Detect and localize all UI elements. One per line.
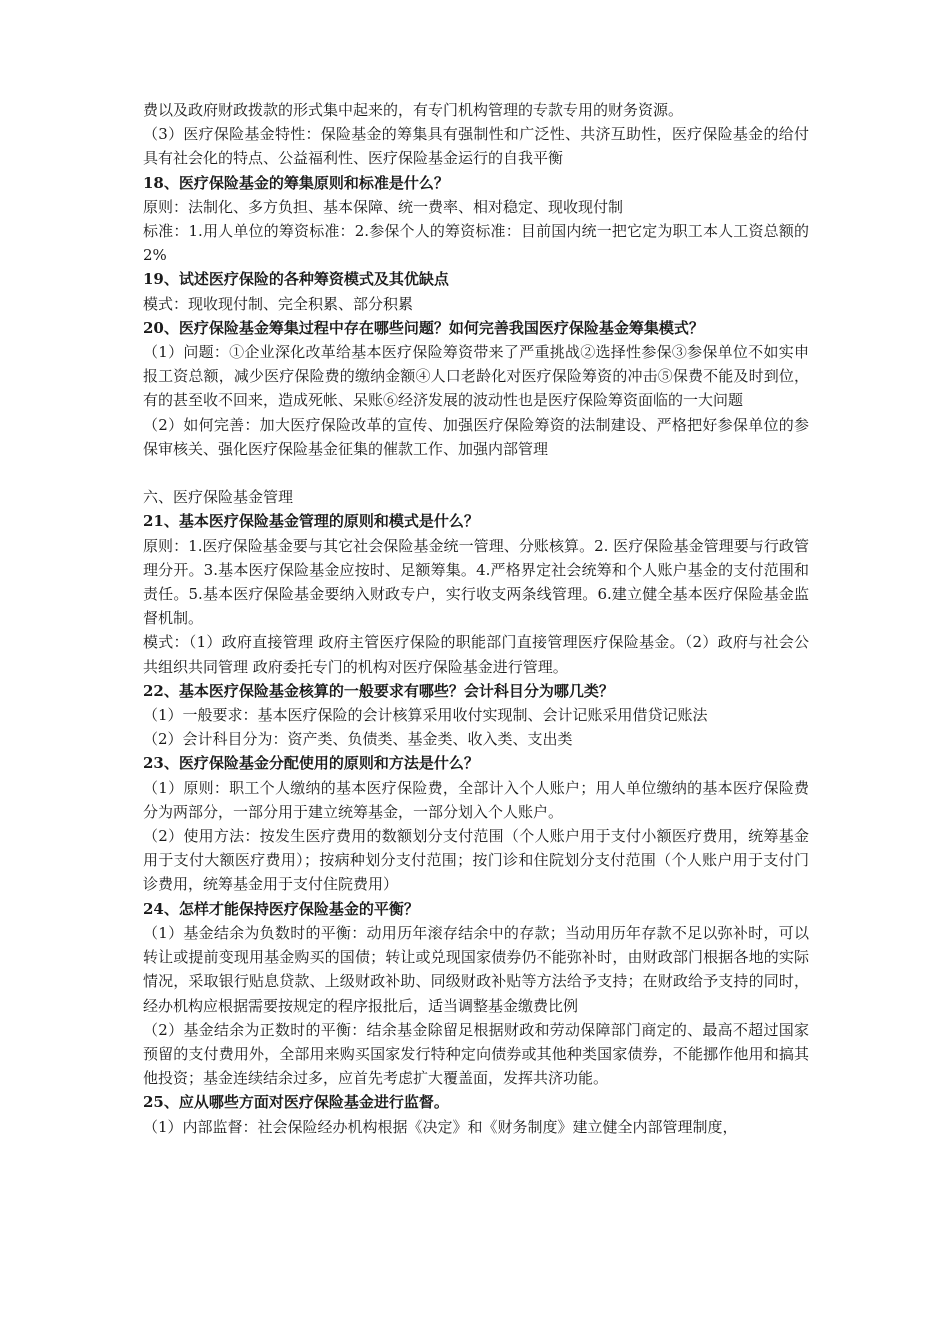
body-paragraph: （2）基金结余为正数时的平衡：结余基金除留足根据财政和劳动保障部门商定的、最高不超过国家预留的支付费用外，全部用来购买国家发行特种定向债券或其他种类国家债券，不能挪作他用和搞其他投资；基金连续结余过多，应首先考虑扩大覆盖面，发挥共济功能。 xyxy=(143,1020,809,1088)
question-heading: 20、医疗保险基金筹集过程中存在哪些问题？如何完善我国医疗保险基金筹集模式？ xyxy=(143,318,704,337)
section-spacer xyxy=(143,461,809,485)
question-heading: 19、试述医疗保险的各种筹资模式及其优缺点 xyxy=(143,270,449,289)
question-heading: 21、基本医疗保险基金管理的原则和模式是什么？ xyxy=(143,512,479,531)
body-paragraph: （1）问题：①企业深化改革给基本医疗保险筹资带来了严重挑战②选择性参保③参保单位不如实申报工资总额，减少医疗保险费的缴纳金额④人口老龄化对医疗保险筹资的冲击⑤保费不能及时到位，有的甚至收不回来，造成死帐、呆账⑥经济发展的波动性也是医疗保险筹资面临的一大问题 xyxy=(143,343,809,410)
question-heading: 24、怎样才能保持医疗保险基金的平衡？ xyxy=(143,899,419,918)
body-paragraph: （3）医疗保险基金特性：保险基金的筹集具有强制性和广泛性、共济互助性，医疗保险基金的给付具有社会化的特点、公益福利性、医疗保险基金运行的自我平衡 xyxy=(143,125,809,168)
body-paragraph: （1）内部监督：社会保险经办机构根据《决定》和《财务制度》建立健全内部管理制度， xyxy=(143,1117,738,1136)
body-paragraph: （1）一般要求：基本医疗保险的会计核算采用收付实现制、会计记账采用借贷记账法 xyxy=(143,706,708,725)
body-paragraph: 六、医疗保险基金管理 xyxy=(143,488,294,507)
question-heading: 25、应从哪些方面对医疗保险基金进行监督。 xyxy=(143,1093,449,1112)
body-paragraph: 标准：1.用人单位的筹资标准：2.参保个人的筹资标准：目前国内统一把它定为职工本人工资总额的 2% xyxy=(143,222,809,265)
body-paragraph: （2）会计科目分为：资产类、负债类、基金类、收入类、支出类 xyxy=(143,730,573,749)
body-paragraph: 原则：法制化、多方负担、基本保障、统一费率、相对稳定、现收现付制 xyxy=(143,197,624,216)
body-paragraph: 模式：（1）政府直接管理 政府主管医疗保险的职能部门直接管理医疗保险基金。（2）政府与社会公共组织共同管理 政府委托专门的机构对医疗保险基金进行管理。 xyxy=(143,633,809,676)
question-heading: 18、医疗保险基金的筹集原则和标准是什么？ xyxy=(143,173,449,192)
body-paragraph: 费以及政府财政拨款的形式集中起来的，有专门机构管理的专款专用的财务资源。 xyxy=(143,101,684,119)
body-paragraph: （1）基金结余为负数时的平衡：动用历年滚存结余中的存款；当动用历年存款不足以弥补时，可以转让或提前变现用基金购买的国债；转让或兑现国家债券仍不能弥补时，由财政部门根据各地的实际情况，采取银行贴息贷款、上级财政补助、同级财政补贴等方法给予支持；在财政给予支持的同时，经办机构应根据需要按规定的程序报批后，适当调整基金缴费比例 xyxy=(143,923,809,1015)
body-paragraph: 模式：现收现付制、完全积累、部分积累 xyxy=(143,294,414,313)
body-paragraph: 原则：1.医疗保险基金要与其它社会保险基金统一管理、分账核算。2. 医疗保险基金管理要与行政管理分开。3.基本医疗保险基金应按时、足额筹集。4.严格界定社会统筹和个人账户基金的支付范围和责任。5.基本医疗保险基金要纳入财政专户，实行收支两条线管理。6.建立健全基本医疗保险基金监督机制。 xyxy=(143,536,809,628)
body-paragraph: （2）如何完善：加大医疗保险改革的宣传、加强医疗保险筹资的法制建设、严格把好参保单位的参保审核关、强化医疗保险基金征集的催款工作、加强内部管理 xyxy=(143,415,809,458)
body-paragraph: （1）原则：职工个人缴纳的基本医疗保险费，全部计入个人账户；用人单位缴纳的基本医疗保险费分为两部分，一部分用于建立统筹基金，一部分划入个人账户。 xyxy=(143,778,809,821)
question-heading: 23、医疗保险基金分配使用的原则和方法是什么？ xyxy=(143,754,479,773)
question-heading: 22、基本医疗保险基金核算的一般要求有哪些？会计科目分为哪几类？ xyxy=(143,681,614,700)
body-paragraph: （2）使用方法：按发生医疗费用的数额划分支付范围（个人账户用于支付小额医疗费用，统筹基金用于支付大额医疗费用）；按病种划分支付范围；按门诊和住院划分支付范围（个人账户用于支付门诊费用，统筹基金用于支付住院费用） xyxy=(143,827,809,894)
document-page xyxy=(143,98,809,1139)
